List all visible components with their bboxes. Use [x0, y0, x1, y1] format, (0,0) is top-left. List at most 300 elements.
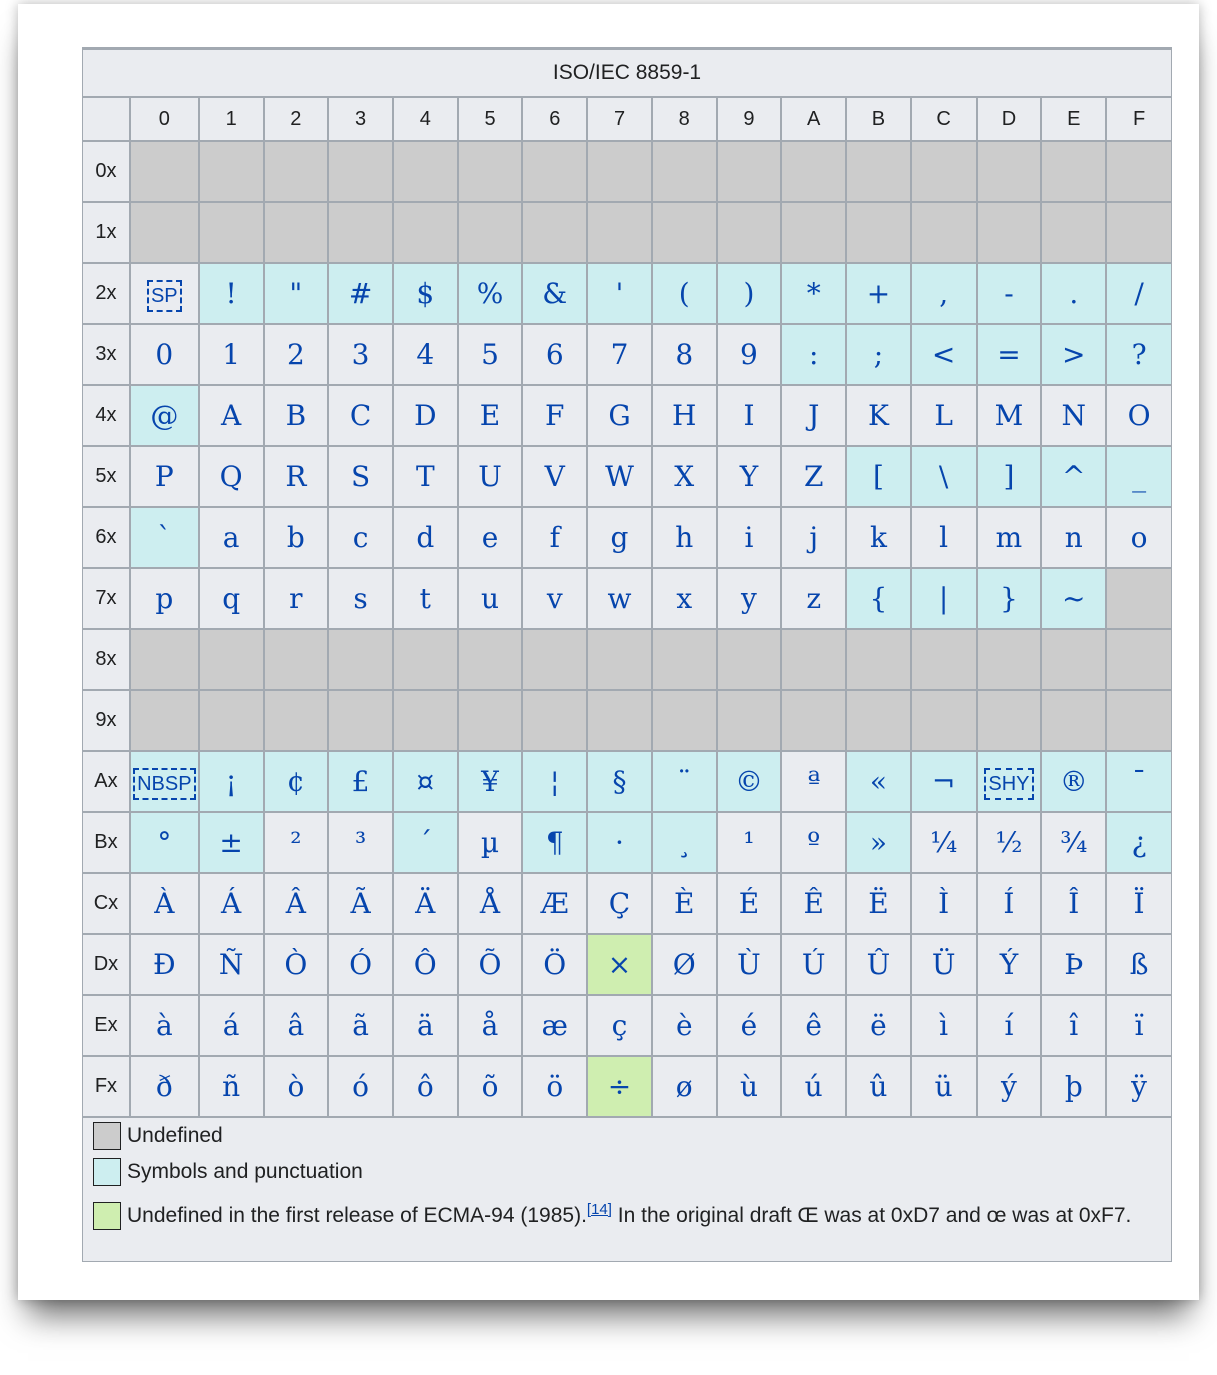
column-header: 7 — [587, 97, 652, 141]
code-row — [83, 324, 1171, 385]
corner-cell — [83, 97, 130, 141]
char-cell[interactable]: e — [458, 507, 523, 568]
char-cell[interactable]: Ù — [717, 934, 782, 995]
undefined-cell — [977, 690, 1042, 751]
char-cell[interactable]: I — [717, 385, 782, 446]
char-cell[interactable]: ® — [1041, 751, 1106, 812]
char-cell[interactable]: G — [587, 385, 652, 446]
char-cell[interactable]: Z — [781, 446, 846, 507]
char-cell[interactable]: £ — [328, 751, 393, 812]
char-cell[interactable]: A — [199, 385, 264, 446]
char-cell[interactable]: c — [328, 507, 393, 568]
page-card — [18, 4, 1199, 1300]
char-cell[interactable]: ¯ — [1106, 751, 1171, 812]
undefined-cell — [393, 690, 458, 751]
char-cell[interactable]: ¬ — [911, 751, 977, 812]
char-cell[interactable]: ð — [130, 1056, 199, 1117]
row-header: 7x — [83, 568, 130, 629]
char-cell[interactable]: i — [717, 507, 782, 568]
char-cell[interactable]: u — [458, 568, 523, 629]
column-header: F — [1106, 97, 1171, 141]
undefined-cell — [522, 141, 587, 202]
legend-ecma-label: Undefined in the first release of ECMA-94 (1985). — [127, 1204, 587, 1227]
char-cell[interactable]: t — [393, 568, 458, 629]
char-cell[interactable]: È — [652, 873, 717, 934]
char-cell[interactable]: h — [652, 507, 717, 568]
char-cell[interactable]: Ò — [264, 934, 329, 995]
char-cell[interactable] — [130, 751, 199, 812]
char-cell[interactable]: Ý — [977, 934, 1042, 995]
char-cell[interactable]: þ — [1041, 1056, 1106, 1117]
char-cell[interactable]: B — [264, 385, 329, 446]
char-cell[interactable]: < — [911, 324, 977, 385]
undefined-cell — [911, 690, 977, 751]
char-cell[interactable]: â — [264, 995, 329, 1056]
code-row — [83, 934, 1171, 995]
char-cell[interactable]: ¦ — [522, 751, 587, 812]
char-cell[interactable]: ² — [264, 812, 329, 873]
row-header: 0x — [83, 141, 130, 202]
column-header: 5 — [458, 97, 523, 141]
row-header: Ex — [83, 995, 130, 1056]
legend-symbols — [93, 1154, 1153, 1190]
char-cell[interactable]: ¸ — [652, 812, 717, 873]
char-cell[interactable]: ù — [717, 1056, 782, 1117]
char-cell[interactable]: × — [587, 934, 652, 995]
undefined-cell — [911, 141, 977, 202]
undefined-cell — [652, 629, 717, 690]
char-cell[interactable]: á — [199, 995, 264, 1056]
column-header: A — [781, 97, 846, 141]
char-cell[interactable]: ´ — [393, 812, 458, 873]
legend-ecma — [93, 1190, 1153, 1234]
undefined-cell — [911, 629, 977, 690]
code-row — [83, 568, 1171, 629]
column-header: 4 — [393, 97, 458, 141]
char-cell[interactable]: ï — [1106, 995, 1171, 1056]
char-cell[interactable]: Ä — [393, 873, 458, 934]
undefined-cell — [652, 141, 717, 202]
column-header: 3 — [328, 97, 393, 141]
char-cell[interactable]: 8 — [652, 324, 717, 385]
reference-link[interactable]: [14] — [586, 1201, 612, 1218]
undefined-cell — [264, 202, 329, 263]
char-cell[interactable]: F — [522, 385, 587, 446]
char-cell[interactable]: ü — [911, 1056, 977, 1117]
char-cell[interactable]: ö — [522, 1056, 587, 1117]
char-cell[interactable]: K — [846, 385, 911, 446]
char-cell[interactable]: Ð — [130, 934, 199, 995]
code-row — [83, 263, 1171, 324]
undefined-cell — [393, 202, 458, 263]
undefined-cell — [846, 141, 911, 202]
code-row — [83, 385, 1171, 446]
char-cell[interactable]: D — [393, 385, 458, 446]
undefined-cell — [781, 690, 846, 751]
column-header: 2 — [264, 97, 329, 141]
char-cell[interactable]: ã — [328, 995, 393, 1056]
char-cell[interactable]: ë — [846, 995, 911, 1056]
undefined-cell — [717, 629, 782, 690]
char-cell[interactable]: 6 — [522, 324, 587, 385]
char-cell[interactable]: o — [1106, 507, 1171, 568]
char-cell[interactable]: ` — [130, 507, 199, 568]
code-row — [83, 141, 1171, 202]
column-header: D — [977, 97, 1042, 141]
column-header: C — [911, 97, 977, 141]
undefined-cell — [717, 141, 782, 202]
row-header: Fx — [83, 1056, 130, 1117]
char-cell[interactable]: . — [1041, 263, 1106, 324]
char-cell[interactable]: X — [652, 446, 717, 507]
char-cell[interactable]: + — [846, 263, 911, 324]
char-cell[interactable]: [ — [846, 446, 911, 507]
char-cell[interactable]: } — [977, 568, 1042, 629]
char-cell[interactable]: © — [717, 751, 782, 812]
char-cell[interactable]: - — [977, 263, 1042, 324]
char-cell[interactable]: q — [199, 568, 264, 629]
undefined-cell — [1106, 568, 1171, 629]
undefined-cell — [130, 690, 199, 751]
row-header: Ax — [83, 751, 130, 812]
char-cell[interactable]: ø — [652, 1056, 717, 1117]
char-cell[interactable]: Ê — [781, 873, 846, 934]
char-cell[interactable]: » — [846, 812, 911, 873]
char-cell[interactable]: ¡ — [199, 751, 264, 812]
char-cell[interactable]: Ì — [911, 873, 977, 934]
char-cell[interactable]: : — [781, 324, 846, 385]
char-cell[interactable]: 4 — [393, 324, 458, 385]
char-cell[interactable]: J — [781, 385, 846, 446]
char-cell[interactable]: ) — [717, 263, 782, 324]
char-cell[interactable]: H — [652, 385, 717, 446]
char-cell[interactable]: Å — [458, 873, 523, 934]
undefined-cell — [846, 629, 911, 690]
char-cell[interactable]: M — [977, 385, 1042, 446]
iso-8859-1-table — [83, 48, 1171, 1118]
char-cell[interactable]: ¹ — [717, 812, 782, 873]
title-row — [83, 49, 1171, 97]
undefined-cell — [781, 629, 846, 690]
char-cell[interactable]: ° — [130, 812, 199, 873]
char-cell[interactable]: T — [393, 446, 458, 507]
char-cell[interactable]: f — [522, 507, 587, 568]
row-header: 8x — [83, 629, 130, 690]
char-cell[interactable]: 2 — [264, 324, 329, 385]
code-row — [83, 202, 1171, 263]
char-cell[interactable]: Ñ — [199, 934, 264, 995]
row-header: 5x — [83, 446, 130, 507]
char-cell[interactable]: Ö — [522, 934, 587, 995]
char-cell[interactable]: ¢ — [264, 751, 329, 812]
row-header: 6x — [83, 507, 130, 568]
row-header: 1x — [83, 202, 130, 263]
char-cell[interactable]: & — [522, 263, 587, 324]
char-cell[interactable] — [977, 751, 1042, 812]
char-cell[interactable]: R — [264, 446, 329, 507]
char-cell[interactable] — [130, 263, 199, 324]
char-cell[interactable]: w — [587, 568, 652, 629]
char-cell[interactable]: N — [1041, 385, 1106, 446]
char-cell[interactable]: p — [130, 568, 199, 629]
char-cell[interactable]: x — [652, 568, 717, 629]
char-cell[interactable]: ß — [1106, 934, 1171, 995]
code-row — [83, 507, 1171, 568]
char-cell[interactable]: ³ — [328, 812, 393, 873]
char-cell[interactable]: ¨ — [652, 751, 717, 812]
char-cell[interactable]: @ — [130, 385, 199, 446]
char-cell[interactable]: Ï — [1106, 873, 1171, 934]
undefined-cell — [977, 629, 1042, 690]
char-cell[interactable]: § — [587, 751, 652, 812]
char-cell[interactable]: U — [458, 446, 523, 507]
legend-undefined — [93, 1118, 1153, 1154]
char-cell[interactable]: { — [846, 568, 911, 629]
char-cell[interactable]: $ — [393, 263, 458, 324]
char-cell[interactable]: l — [911, 507, 977, 568]
char-cell[interactable]: ¾ — [1041, 812, 1106, 873]
undefined-cell — [130, 202, 199, 263]
char-cell[interactable]: º — [781, 812, 846, 873]
char-cell[interactable]: | — [911, 568, 977, 629]
char-cell[interactable]: ½ — [977, 812, 1042, 873]
undefined-cell — [587, 202, 652, 263]
char-cell[interactable]: ^ — [1041, 446, 1106, 507]
undefined-cell — [458, 690, 523, 751]
char-cell[interactable]: ( — [652, 263, 717, 324]
char-cell[interactable]: Û — [846, 934, 911, 995]
char-cell[interactable]: ÿ — [1106, 1056, 1171, 1117]
code-row — [83, 995, 1171, 1056]
char-cell[interactable]: ò — [264, 1056, 329, 1117]
char-cell[interactable]: « — [846, 751, 911, 812]
char-cell[interactable]: ! — [199, 263, 264, 324]
undefined-cell — [1106, 629, 1171, 690]
char-cell[interactable]: v — [522, 568, 587, 629]
char-cell[interactable]: ê — [781, 995, 846, 1056]
ecma-swatch — [93, 1202, 121, 1230]
undefined-cell — [522, 629, 587, 690]
char-cell[interactable]: ª — [781, 751, 846, 812]
char-cell[interactable]: É — [717, 873, 782, 934]
char-cell[interactable]: ì — [911, 995, 977, 1056]
char-cell[interactable]: " — [264, 263, 329, 324]
char-cell[interactable]: m — [977, 507, 1042, 568]
char-cell[interactable]: Õ — [458, 934, 523, 995]
char-cell[interactable]: = — [977, 324, 1042, 385]
undefined-cell — [846, 202, 911, 263]
row-header: 4x — [83, 385, 130, 446]
char-cell[interactable]: * — [781, 263, 846, 324]
undefined-cell — [1041, 629, 1106, 690]
char-cell[interactable]: ; — [846, 324, 911, 385]
undefined-cell — [977, 141, 1042, 202]
char-cell[interactable]: ¶ — [522, 812, 587, 873]
char-cell[interactable]: Ã — [328, 873, 393, 934]
char-cell[interactable]: Ç — [587, 873, 652, 934]
char-cell[interactable]: À — [130, 873, 199, 934]
char-cell[interactable]: Þ — [1041, 934, 1106, 995]
code-row — [83, 1056, 1171, 1117]
char-cell[interactable]: , — [911, 263, 977, 324]
char-cell[interactable]: ñ — [199, 1056, 264, 1117]
char-cell[interactable]: î — [1041, 995, 1106, 1056]
char-cell[interactable]: í — [977, 995, 1042, 1056]
char-cell[interactable]: ¼ — [911, 812, 977, 873]
legend — [93, 1118, 1153, 1234]
char-cell[interactable]: S — [328, 446, 393, 507]
control-abbr[interactable]: SHY — [984, 768, 1033, 800]
char-cell[interactable]: j — [781, 507, 846, 568]
control-abbr[interactable]: SP — [147, 280, 182, 312]
char-cell[interactable]: C — [328, 385, 393, 446]
char-cell[interactable]: n — [1041, 507, 1106, 568]
table-title: ISO/IEC 8859-1 — [83, 49, 1171, 97]
char-cell[interactable]: û — [846, 1056, 911, 1117]
char-cell[interactable]: L — [911, 385, 977, 446]
column-header: 8 — [652, 97, 717, 141]
column-header: E — [1041, 97, 1106, 141]
legend-ecma-note: In the original draft Œ was at 0xD7 and œ was at 0xF7. — [611, 1204, 1132, 1227]
char-cell[interactable]: s — [328, 568, 393, 629]
column-header-row — [83, 97, 1171, 141]
undefined-cell — [199, 202, 264, 263]
undefined-cell — [652, 202, 717, 263]
undefined-cell — [199, 629, 264, 690]
undefined-cell — [328, 141, 393, 202]
char-cell[interactable]: Ó — [328, 934, 393, 995]
char-cell[interactable]: W — [587, 446, 652, 507]
char-cell[interactable]: r — [264, 568, 329, 629]
char-cell[interactable]: ¤ — [393, 751, 458, 812]
char-cell[interactable]: Í — [977, 873, 1042, 934]
char-cell[interactable]: å — [458, 995, 523, 1056]
char-cell[interactable]: 9 — [717, 324, 782, 385]
undefined-cell — [781, 202, 846, 263]
code-row — [83, 446, 1171, 507]
char-cell[interactable]: ç — [587, 995, 652, 1056]
char-cell[interactable]: E — [458, 385, 523, 446]
undefined-cell — [911, 202, 977, 263]
undefined-cell — [393, 141, 458, 202]
column-header: 9 — [717, 97, 782, 141]
undefined-cell — [199, 141, 264, 202]
undefined-cell — [130, 629, 199, 690]
char-cell[interactable]: O — [1106, 385, 1171, 446]
char-cell[interactable]: ± — [199, 812, 264, 873]
undefined-cell — [522, 202, 587, 263]
undefined-cell — [652, 690, 717, 751]
char-cell[interactable]: Y — [717, 446, 782, 507]
row-header: Dx — [83, 934, 130, 995]
char-cell[interactable]: z — [781, 568, 846, 629]
char-cell[interactable]: # — [328, 263, 393, 324]
char-cell[interactable]: ] — [977, 446, 1042, 507]
char-cell[interactable]: 0 — [130, 324, 199, 385]
char-cell[interactable]: b — [264, 507, 329, 568]
char-cell[interactable]: Ü — [911, 934, 977, 995]
undefined-cell — [587, 141, 652, 202]
char-cell[interactable]: µ — [458, 812, 523, 873]
undefined-swatch — [93, 1122, 121, 1150]
char-cell[interactable]: ~ — [1041, 568, 1106, 629]
char-cell[interactable]: Æ — [522, 873, 587, 934]
char-cell[interactable]: õ — [458, 1056, 523, 1117]
char-cell[interactable]: ú — [781, 1056, 846, 1117]
row-header: Cx — [83, 873, 130, 934]
char-cell[interactable]: Î — [1041, 873, 1106, 934]
undefined-cell — [264, 141, 329, 202]
code-row — [83, 751, 1171, 812]
symbols-swatch — [93, 1158, 121, 1186]
char-cell[interactable]: \ — [911, 446, 977, 507]
char-cell[interactable]: y — [717, 568, 782, 629]
char-cell[interactable]: Â — [264, 873, 329, 934]
undefined-cell — [522, 690, 587, 751]
char-cell[interactable]: / — [1106, 263, 1171, 324]
char-cell[interactable]: d — [393, 507, 458, 568]
char-cell[interactable]: 1 — [199, 324, 264, 385]
char-cell[interactable]: ? — [1106, 324, 1171, 385]
char-cell[interactable]: 3 — [328, 324, 393, 385]
char-cell[interactable]: ¿ — [1106, 812, 1171, 873]
char-cell[interactable]: ÷ — [587, 1056, 652, 1117]
char-cell[interactable]: æ — [522, 995, 587, 1056]
code-row — [83, 690, 1171, 751]
char-cell[interactable]: > — [1041, 324, 1106, 385]
undefined-cell — [1041, 202, 1106, 263]
char-cell[interactable]: Ú — [781, 934, 846, 995]
legend-undefined-label: Undefined — [127, 1124, 223, 1147]
char-cell[interactable]: Ë — [846, 873, 911, 934]
char-cell[interactable]: ¥ — [458, 751, 523, 812]
char-cell[interactable]: ý — [977, 1056, 1042, 1117]
column-header: B — [846, 97, 911, 141]
char-cell[interactable]: à — [130, 995, 199, 1056]
char-cell[interactable]: a — [199, 507, 264, 568]
row-header: 3x — [83, 324, 130, 385]
char-cell[interactable]: k — [846, 507, 911, 568]
char-cell[interactable]: Q — [199, 446, 264, 507]
char-cell[interactable]: _ — [1106, 446, 1171, 507]
code-row — [83, 812, 1171, 873]
char-cell[interactable]: é — [717, 995, 782, 1056]
control-abbr[interactable]: NBSP — [133, 768, 195, 800]
char-cell[interactable]: · — [587, 812, 652, 873]
char-cell[interactable]: 7 — [587, 324, 652, 385]
char-cell[interactable]: Á — [199, 873, 264, 934]
legend-symbols-label: Symbols and punctuation — [127, 1160, 363, 1183]
char-cell[interactable]: V — [522, 446, 587, 507]
char-cell[interactable]: % — [458, 263, 523, 324]
undefined-cell — [264, 690, 329, 751]
undefined-cell — [458, 629, 523, 690]
char-cell[interactable]: g — [587, 507, 652, 568]
char-cell[interactable]: 5 — [458, 324, 523, 385]
char-cell[interactable]: ó — [328, 1056, 393, 1117]
char-cell[interactable]: Ô — [393, 934, 458, 995]
char-cell[interactable]: ' — [587, 263, 652, 324]
char-cell[interactable]: è — [652, 995, 717, 1056]
char-cell[interactable]: P — [130, 446, 199, 507]
undefined-cell — [781, 141, 846, 202]
undefined-cell — [458, 141, 523, 202]
char-cell[interactable]: Ø — [652, 934, 717, 995]
char-cell[interactable]: ä — [393, 995, 458, 1056]
undefined-cell — [587, 690, 652, 751]
char-cell[interactable]: ô — [393, 1056, 458, 1117]
undefined-cell — [328, 690, 393, 751]
